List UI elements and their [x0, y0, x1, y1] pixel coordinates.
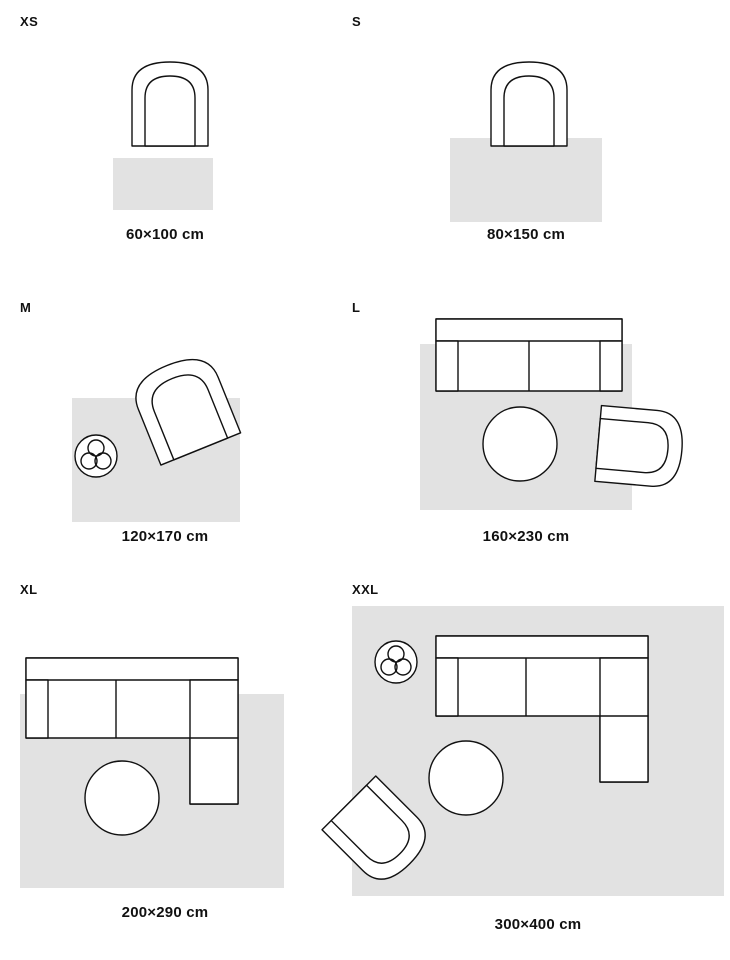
armchair-icon-xxl — [320, 774, 440, 894]
size-card-m — [20, 300, 340, 560]
layout-preview-m — [20, 322, 340, 522]
layout-preview-xl — [20, 606, 340, 896]
size-label-xxl: XXL — [352, 582, 379, 597]
armchair-icon-m — [120, 340, 250, 480]
size-label-s: S — [352, 14, 362, 29]
coffee-table-icon-xl — [82, 758, 162, 838]
dimension-label-m: 120×170 cm — [121, 528, 209, 545]
dimension-label-xs: 60×100 cm — [125, 226, 205, 243]
size-card-xxl — [352, 582, 724, 952]
size-label-xs: XS — [20, 14, 39, 29]
dimension-label-xxl: 300×400 cm — [494, 916, 582, 933]
dimension-label-xl: 200×290 cm — [121, 904, 209, 921]
rug-shape-xs — [113, 158, 213, 210]
layout-preview-xs — [20, 34, 340, 214]
side-table-icon-xxl — [368, 634, 424, 690]
size-card-l — [352, 300, 724, 560]
armchair-icon-s — [474, 50, 584, 160]
layout-preview-xxl — [352, 606, 724, 906]
coffee-table-icon-l — [480, 404, 560, 484]
dimension-label-l: 160×230 cm — [482, 528, 570, 545]
dimension-label-s: 80×150 cm — [486, 226, 566, 243]
size-label-m: M — [20, 300, 32, 315]
size-label-l: L — [352, 300, 361, 315]
sofa-icon-l — [434, 317, 624, 397]
layout-preview-l — [352, 322, 724, 522]
layout-preview-s — [352, 34, 712, 214]
size-card-xs — [20, 14, 340, 264]
side-table-icon-m — [68, 428, 124, 484]
armchair-icon-xs — [115, 50, 225, 160]
size-card-s — [352, 14, 712, 264]
size-label-xl: XL — [20, 582, 38, 597]
armchair-icon-l — [584, 392, 694, 502]
size-card-xl — [20, 582, 340, 952]
